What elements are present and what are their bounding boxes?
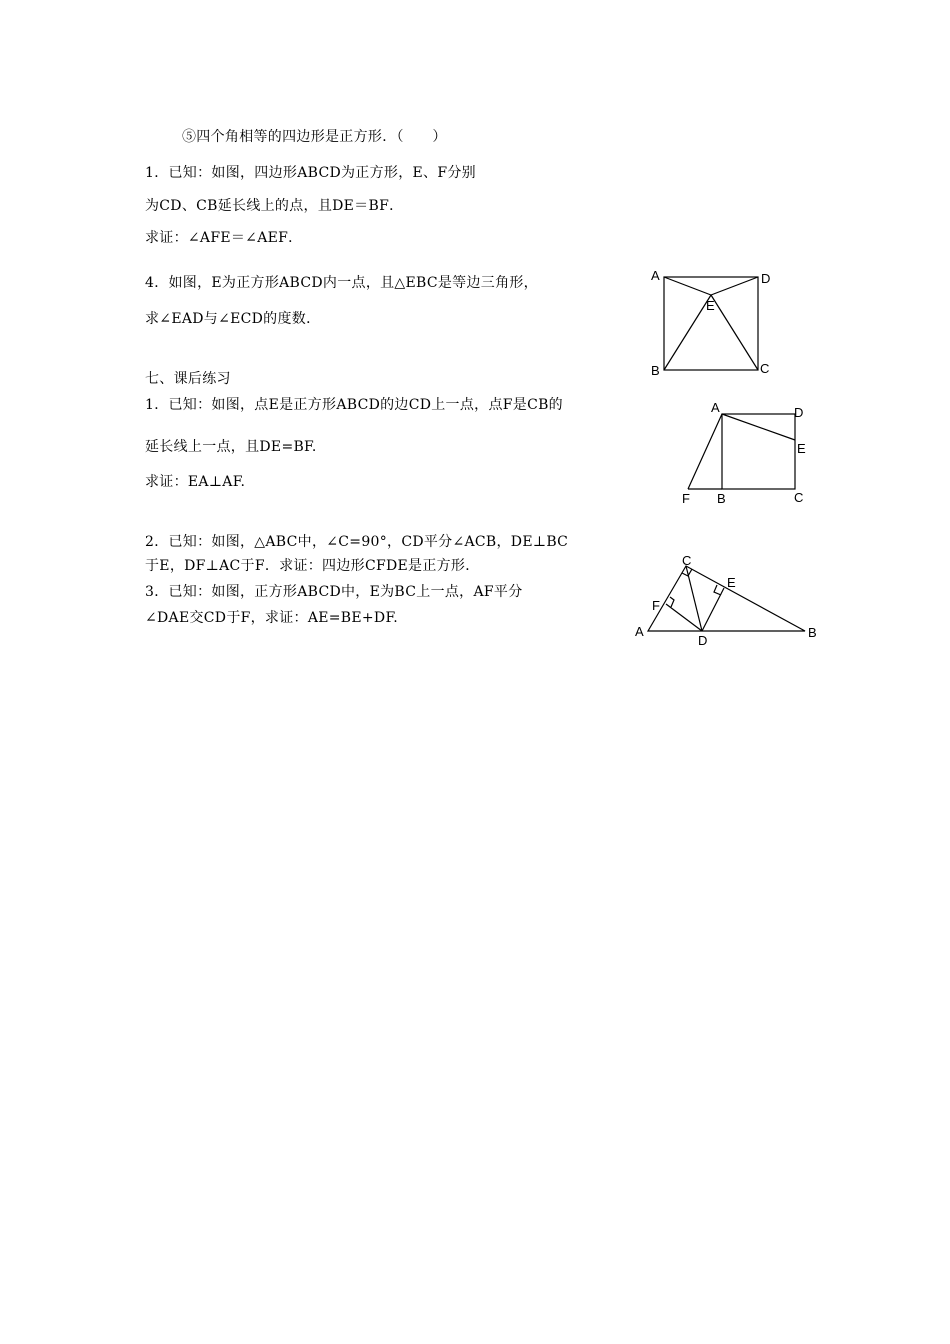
label-f: F — [652, 598, 660, 613]
label-f: F — [682, 491, 690, 506]
label-e: E — [706, 298, 715, 313]
label-e: E — [797, 441, 806, 456]
segment-ce — [711, 295, 758, 370]
right-triangle-figure — [630, 548, 825, 648]
label-b: B — [717, 491, 726, 506]
label-b: B — [651, 363, 660, 378]
label-d: D — [761, 271, 771, 286]
problem-4-line-1: 4．如图，E为正方形ABCD内一点，且△EBC是等边三角形， — [145, 275, 538, 291]
label-d: D — [794, 405, 804, 420]
square-extension-figure — [675, 398, 815, 510]
square-abcd — [664, 277, 758, 370]
label-c: C — [794, 490, 804, 505]
section-heading: 七、课后练习 — [145, 371, 231, 387]
segment-be — [664, 295, 711, 370]
label-b: B — [808, 625, 817, 640]
problem-4-line-2: 求∠EAD与∠ECD的度数． — [145, 311, 321, 327]
right-angle-mark-f — [670, 597, 674, 607]
practice-2-line-2: 于E，DF⊥AC于F．求证：四边形CFDE是正方形． — [145, 558, 480, 574]
label-d: D — [698, 633, 708, 648]
segment-ae — [664, 277, 711, 295]
problem-1-line-2: 为CD、CB延长线上的点，且DE＝BF． — [145, 198, 404, 214]
right-angle-mark-e — [714, 585, 721, 595]
square-abcd — [722, 414, 795, 489]
label-c: C — [682, 553, 692, 568]
segment-ae — [722, 414, 795, 440]
label-a: A — [635, 624, 644, 639]
practice-1-line-1: 1．已知：如图，点E是正方形ABCD的边CD上一点，点F是CB的 — [145, 397, 563, 413]
practice-1-line-2: 延长线上一点，且DE=BF. — [145, 439, 317, 455]
problem-1-line-3: 求证：∠AFE＝∠AEF． — [145, 230, 303, 246]
problem-1-line-1: 1．已知：如图，四边形ABCD为正方形，E、F分别 — [145, 165, 476, 181]
label-a: A — [651, 268, 660, 283]
statement-5: ⑤四个角相等的四边形是正方形．（ ） — [182, 129, 447, 145]
segment-de — [711, 277, 758, 295]
label-c: C — [760, 361, 770, 376]
practice-3-line-2: ∠DAE交CD于F，求证：AE=BE+DF. — [145, 610, 399, 626]
practice-1-line-3: 求证：EA⊥AF. — [145, 474, 246, 490]
label-e: E — [727, 575, 736, 590]
practice-3-line-1: 3．已知：如图，正方形ABCD中，E为BC上一点，AF平分 — [145, 584, 523, 600]
segment-af — [688, 414, 722, 489]
square-equilateral-figure — [640, 262, 780, 382]
label-a: A — [711, 400, 720, 415]
practice-2-line-1: 2．已知：如图，△ABC中，∠C=90°，CD平分∠ACB，DE⊥BC — [145, 534, 569, 550]
